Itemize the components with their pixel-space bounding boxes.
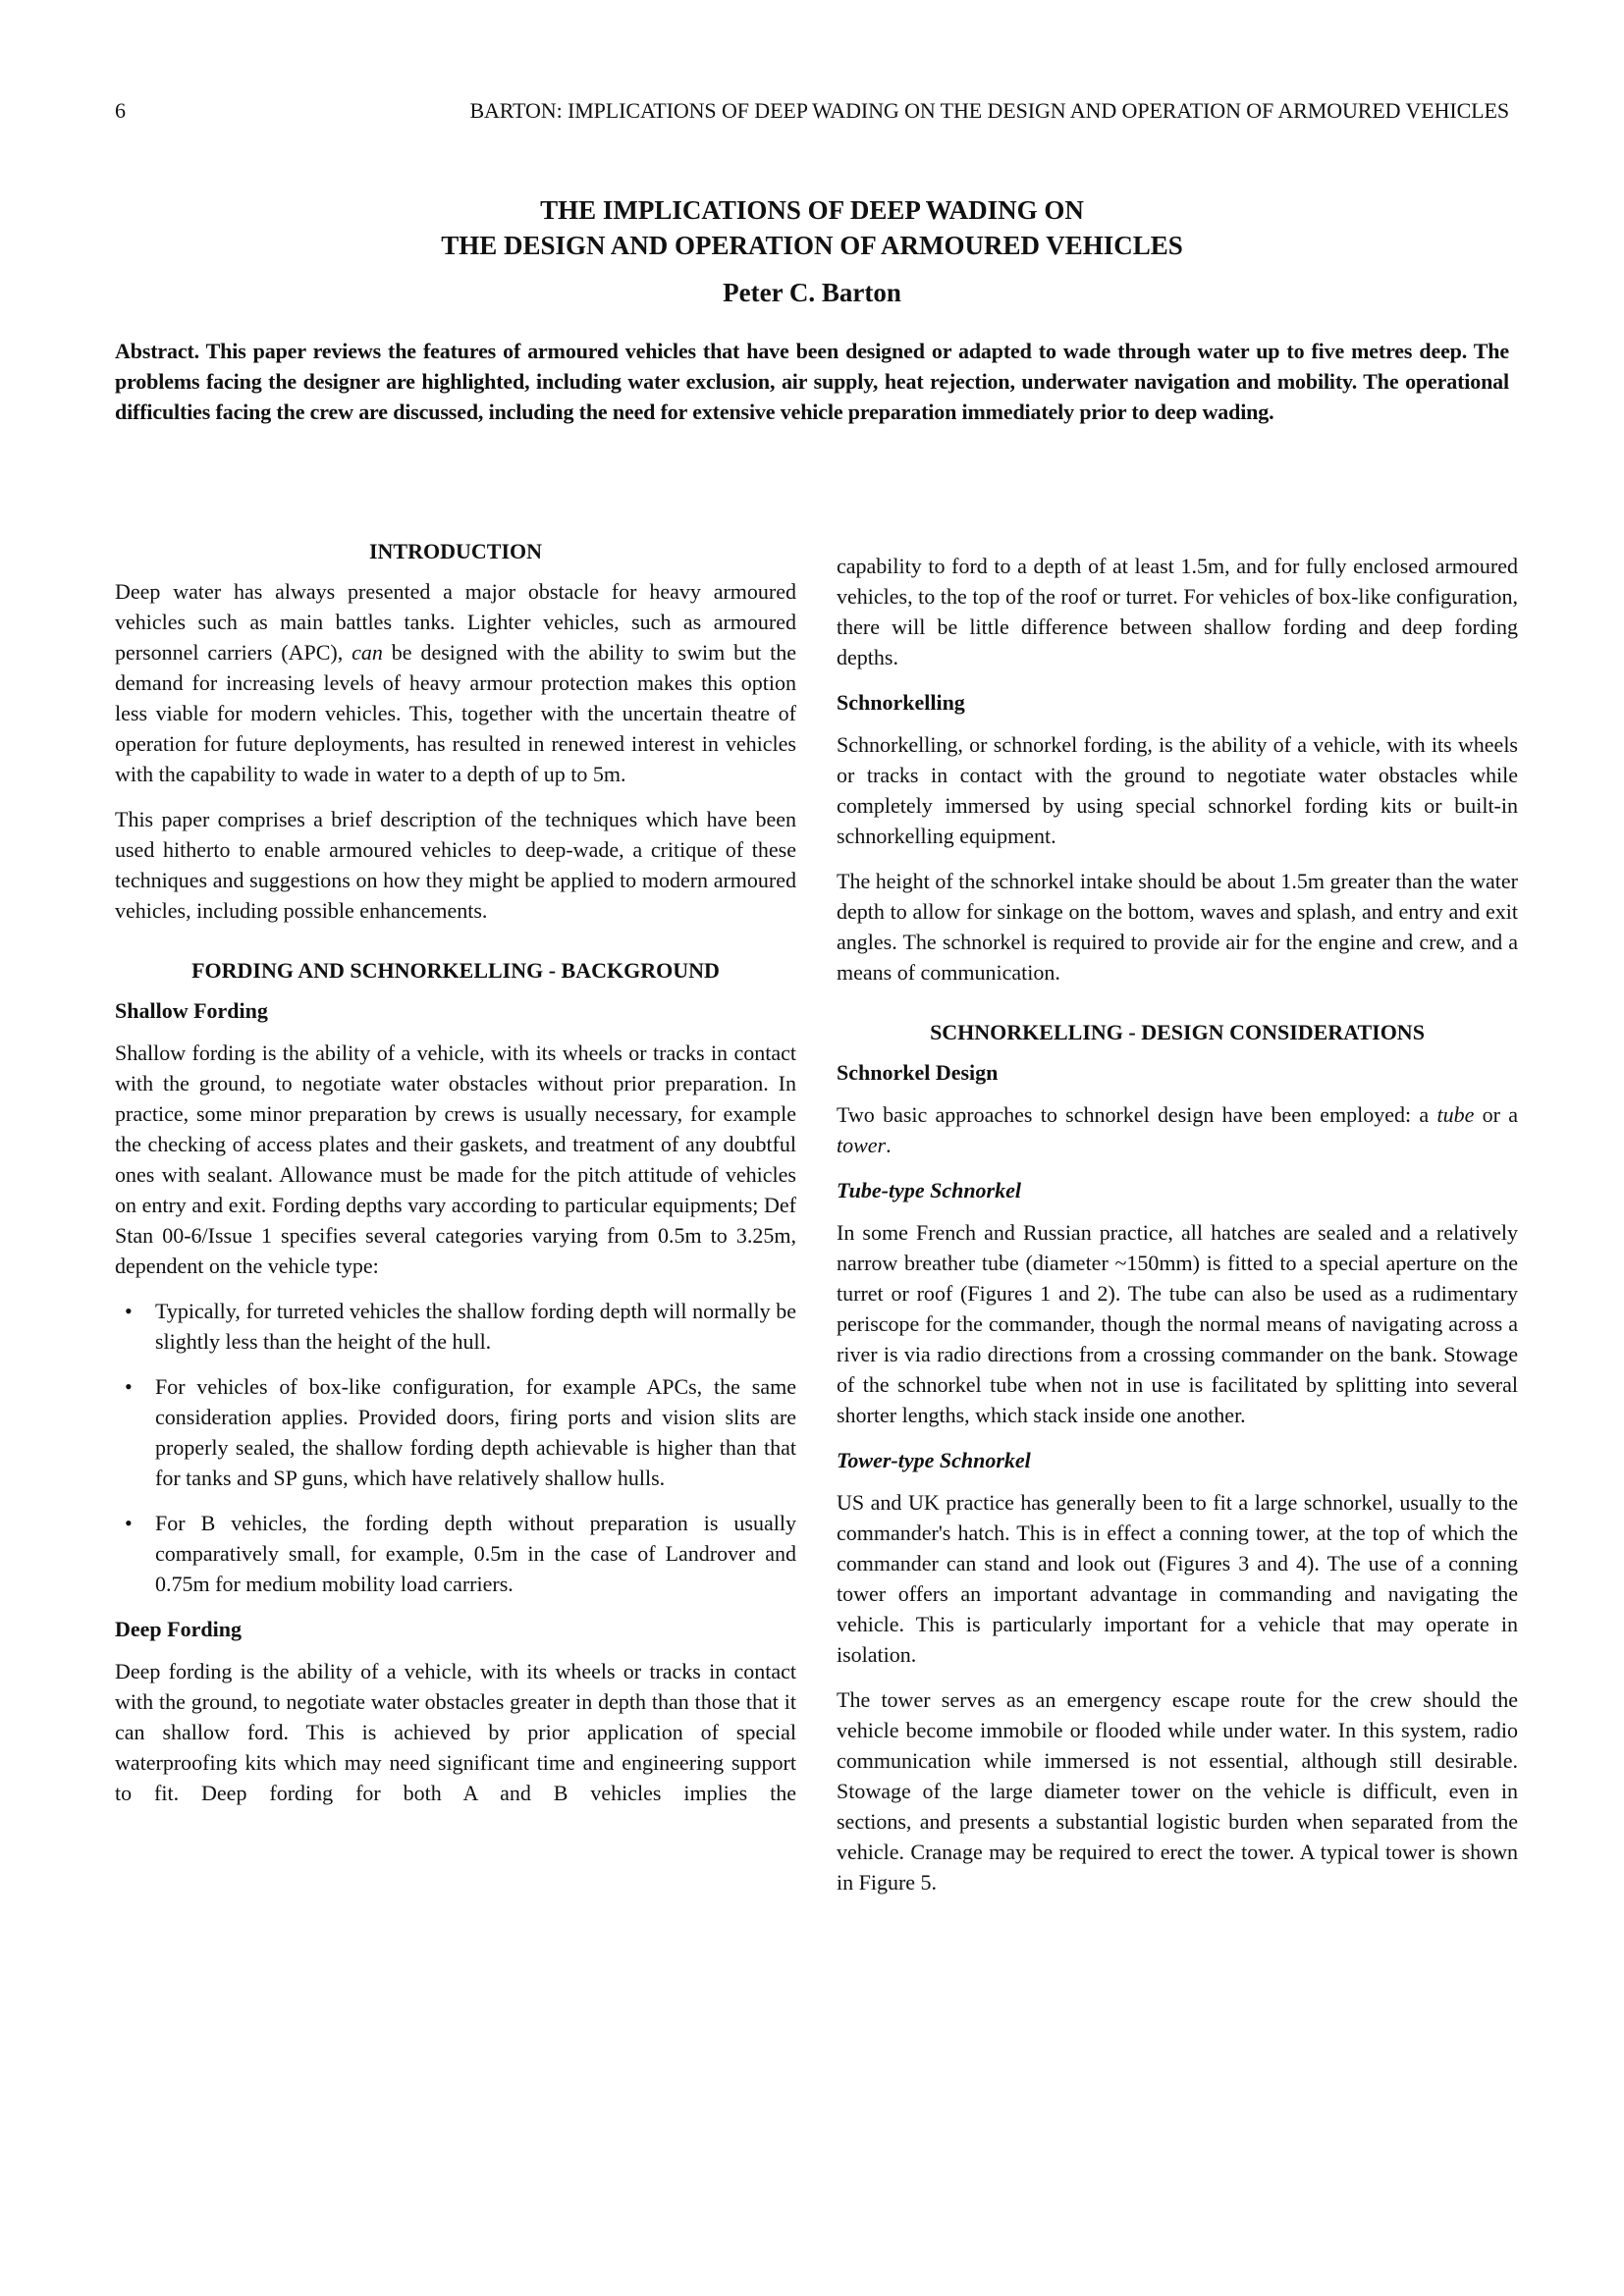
section-heading-introduction: INTRODUCTION	[368, 539, 543, 563]
running-title: BARTON: IMPLICATIONS OF DEEP WADING ON THE DESIGN AND OPERATION OF ARMOURED VEHICLES	[469, 98, 1509, 123]
tower-type-paragraph-2: The tower serves as an emergency escape route for the crew should the vehicle become immobile or flooded while under water. In this system, radio communication while immersed is not essential, although still desirable. Stowage of the large diameter tower on the vehicle is difficult, even in sections, and presents a substantial logistic burden when separated from the vehicle. Cranage may be required to erect the tower. A typical tower is shown in Figure 5.	[837, 1687, 1518, 1895]
subheading-shallow-fording: Shallow Fording	[115, 998, 268, 1023]
paper-title-line-2: THE DESIGN AND OPERATION OF ARMOURED VEHICLES	[441, 231, 1183, 260]
title-block	[115, 192, 1509, 310]
design-p1-emphasis-tower: tower	[837, 1133, 887, 1157]
subheading-deep-fording: Deep Fording	[115, 1617, 242, 1641]
right-column	[837, 551, 1518, 1912]
intro-paragraph-2: This paper comprises a brief description of the techniques which have been used hitherto to enable armoured vehicles to deep-wade, a critique of these techniques and suggestions on how they might be applied to modern armoured vehicles, including possible enhancements.	[115, 807, 796, 923]
design-p1-text-a: Two basic approaches to schnorkel design have been employed: a	[837, 1102, 1437, 1127]
deep-fording-paragraph-continued: capability to ford to a depth of at least 1.5m, and for fully enclosed armoured vehicles, to the top of the roof or turret. For vehicles of box-like configuration, there will be little difference between shallow fording and deep fording depths.	[837, 554, 1518, 669]
deep-fording-paragraph: Deep fording is the ability of a vehicle, with its wheels or tracks in contact with the ground, to negotiate water obstacles greater in depth than those that it can shallow ford. This is achieved by prior application of special waterproofing kits which may need significant time and engineering support to fit. Deep fording for both A and B vehicles implies the	[115, 1659, 796, 1805]
tower-type-paragraph-1: US and UK practice has generally been to fit a large schnorkel, usually to the commander's hatch. This is in effect a conning tower, at the top of which the commander can stand and look out (Figures 3 and 4). The use of a conning tower offers an important advantage in commanding and navigating the vehicle. This is particularly important for a vehicle that may operate in isolation.	[837, 1490, 1518, 1667]
page-number: 6	[115, 98, 126, 123]
section-heading-background: FORDING AND SCHNORKELLING - BACKGROUND	[191, 958, 720, 983]
intro-paragraph-1	[115, 576, 796, 789]
subheading-schnorkel-design: Schnorkel Design	[837, 1060, 999, 1085]
list-item	[115, 1296, 796, 1357]
bullet-icon: •	[125, 1511, 133, 1535]
running-header	[115, 96, 1509, 126]
design-p1-text-b: or a	[1474, 1102, 1518, 1127]
abstract: Abstract. This paper reviews the features of armoured vehicles that have been designed or adapted to wade through water up to five metres deep. The problems facing the designer are highlighted, including water exclusion, air supply, heat rejection, underwater navigation and mobility. The operational difficulties facing the crew are discussed, including the need for extensive vehicle preparation immediately prior to deep wading.	[115, 339, 1509, 424]
intro-p1-text-a: Deep water has always presented a major obstacle for heavy armoured vehicles such as main battles tanks. Lighter vehicles, such as armoured personnel carriers (APC),	[115, 579, 796, 665]
tube-type-paragraph: In some French and Russian practice, all hatches are sealed and a relatively narrow breather tube (diameter ~150mm) is fitted to a special aperture on the turret or roof (Figures 1 and 2). The tube can also be used as a rudimentary periscope for the commander, though the normal means of navigating across a river is via radio directions from a crossing commander on the bank. Stowage of the schnorkel tube when not in use is facilitated by splitting into several shorter lengths, which stack inside one another.	[837, 1220, 1518, 1427]
shallow-fording-paragraph: Shallow fording is the ability of a vehicle, with its wheels or tracks in contact with the ground, to negotiate water obstacles without prior preparation. In practice, some minor preparation by crews is usually necessary, for example the checking of access plates and their gaskets, and treatment of any doubtful ones with sealant. Allowance must be made for the pitch attitude of vehicles on entry and exit. Fording depths vary according to particular equipments; Def Stan 00-6/Issue 1 specifies several categories varying from 0.5m to 3.25m, dependent on the vehicle type:	[115, 1041, 796, 1278]
subheading-tower-type-schnorkel: Tower-type Schnorkel	[837, 1448, 1031, 1472]
list-item-text: For B vehicles, the fording depth without preparation is usually comparatively small, for example, 0.5m in the case of Landrover and 0.75m for medium mobility load carriers.	[155, 1511, 796, 1596]
subheading-tube-type-schnorkel: Tube-type Schnorkel	[837, 1178, 1021, 1202]
bullet-icon: •	[125, 1299, 133, 1323]
schnorkel-design-paragraph	[837, 1099, 1518, 1160]
schnorkelling-paragraph-1: Schnorkelling, or schnorkel fording, is the ability of a vehicle, with its wheels or tracks in contact with the ground to negotiate water obstacles while completely immersed by using special schnorkel fording kits or built-in schnorkelling equipment.	[837, 732, 1518, 848]
schnorkelling-paragraph-2: The height of the schnorkel intake should be about 1.5m greater than the water depth to allow for sinkage on the bottom, waves and splash, and entry and exit angles. The schnorkel is required to provide air for the engine and crew, and a means of communication.	[837, 869, 1518, 985]
intro-p1-emphasis: can	[352, 640, 383, 665]
intro-p1-text-b: be designed with the ability to swim but the demand for increasing levels of heavy armour protection makes this option less viable for modern vehicles. This, together with the uncertain theatre of operation for future deployments, has resulted in renewed interest in vehicles with the capability to wade in water to a depth of up to 5m.	[115, 640, 796, 786]
fording-depth-list	[115, 1296, 796, 1599]
subheading-schnorkelling: Schnorkelling	[837, 690, 965, 715]
bullet-icon: •	[125, 1374, 133, 1399]
list-item-text: Typically, for turreted vehicles the shallow fording depth will normally be slightly less than the height of the hull.	[155, 1299, 796, 1354]
list-item-text: For vehicles of box-like configuration, for example APCs, the same consideration applies. Provided doors, firing ports and vision slits are properly sealed, the shallow fording depth achievable is higher than that for tanks and SP guns, which have relatively shallow hulls.	[155, 1374, 796, 1490]
list-item	[115, 1508, 796, 1599]
paper-title-line-1: THE IMPLICATIONS OF DEEP WADING ON	[540, 195, 1084, 225]
section-heading-design-considerations: SCHNORKELLING - DESIGN CONSIDERATIONS	[930, 1020, 1425, 1044]
design-p1-text-c: .	[886, 1133, 892, 1157]
list-item	[115, 1371, 796, 1493]
design-p1-emphasis-tube: tube	[1436, 1102, 1475, 1127]
left-column	[115, 536, 796, 1823]
author-name: Peter C. Barton	[723, 278, 901, 307]
